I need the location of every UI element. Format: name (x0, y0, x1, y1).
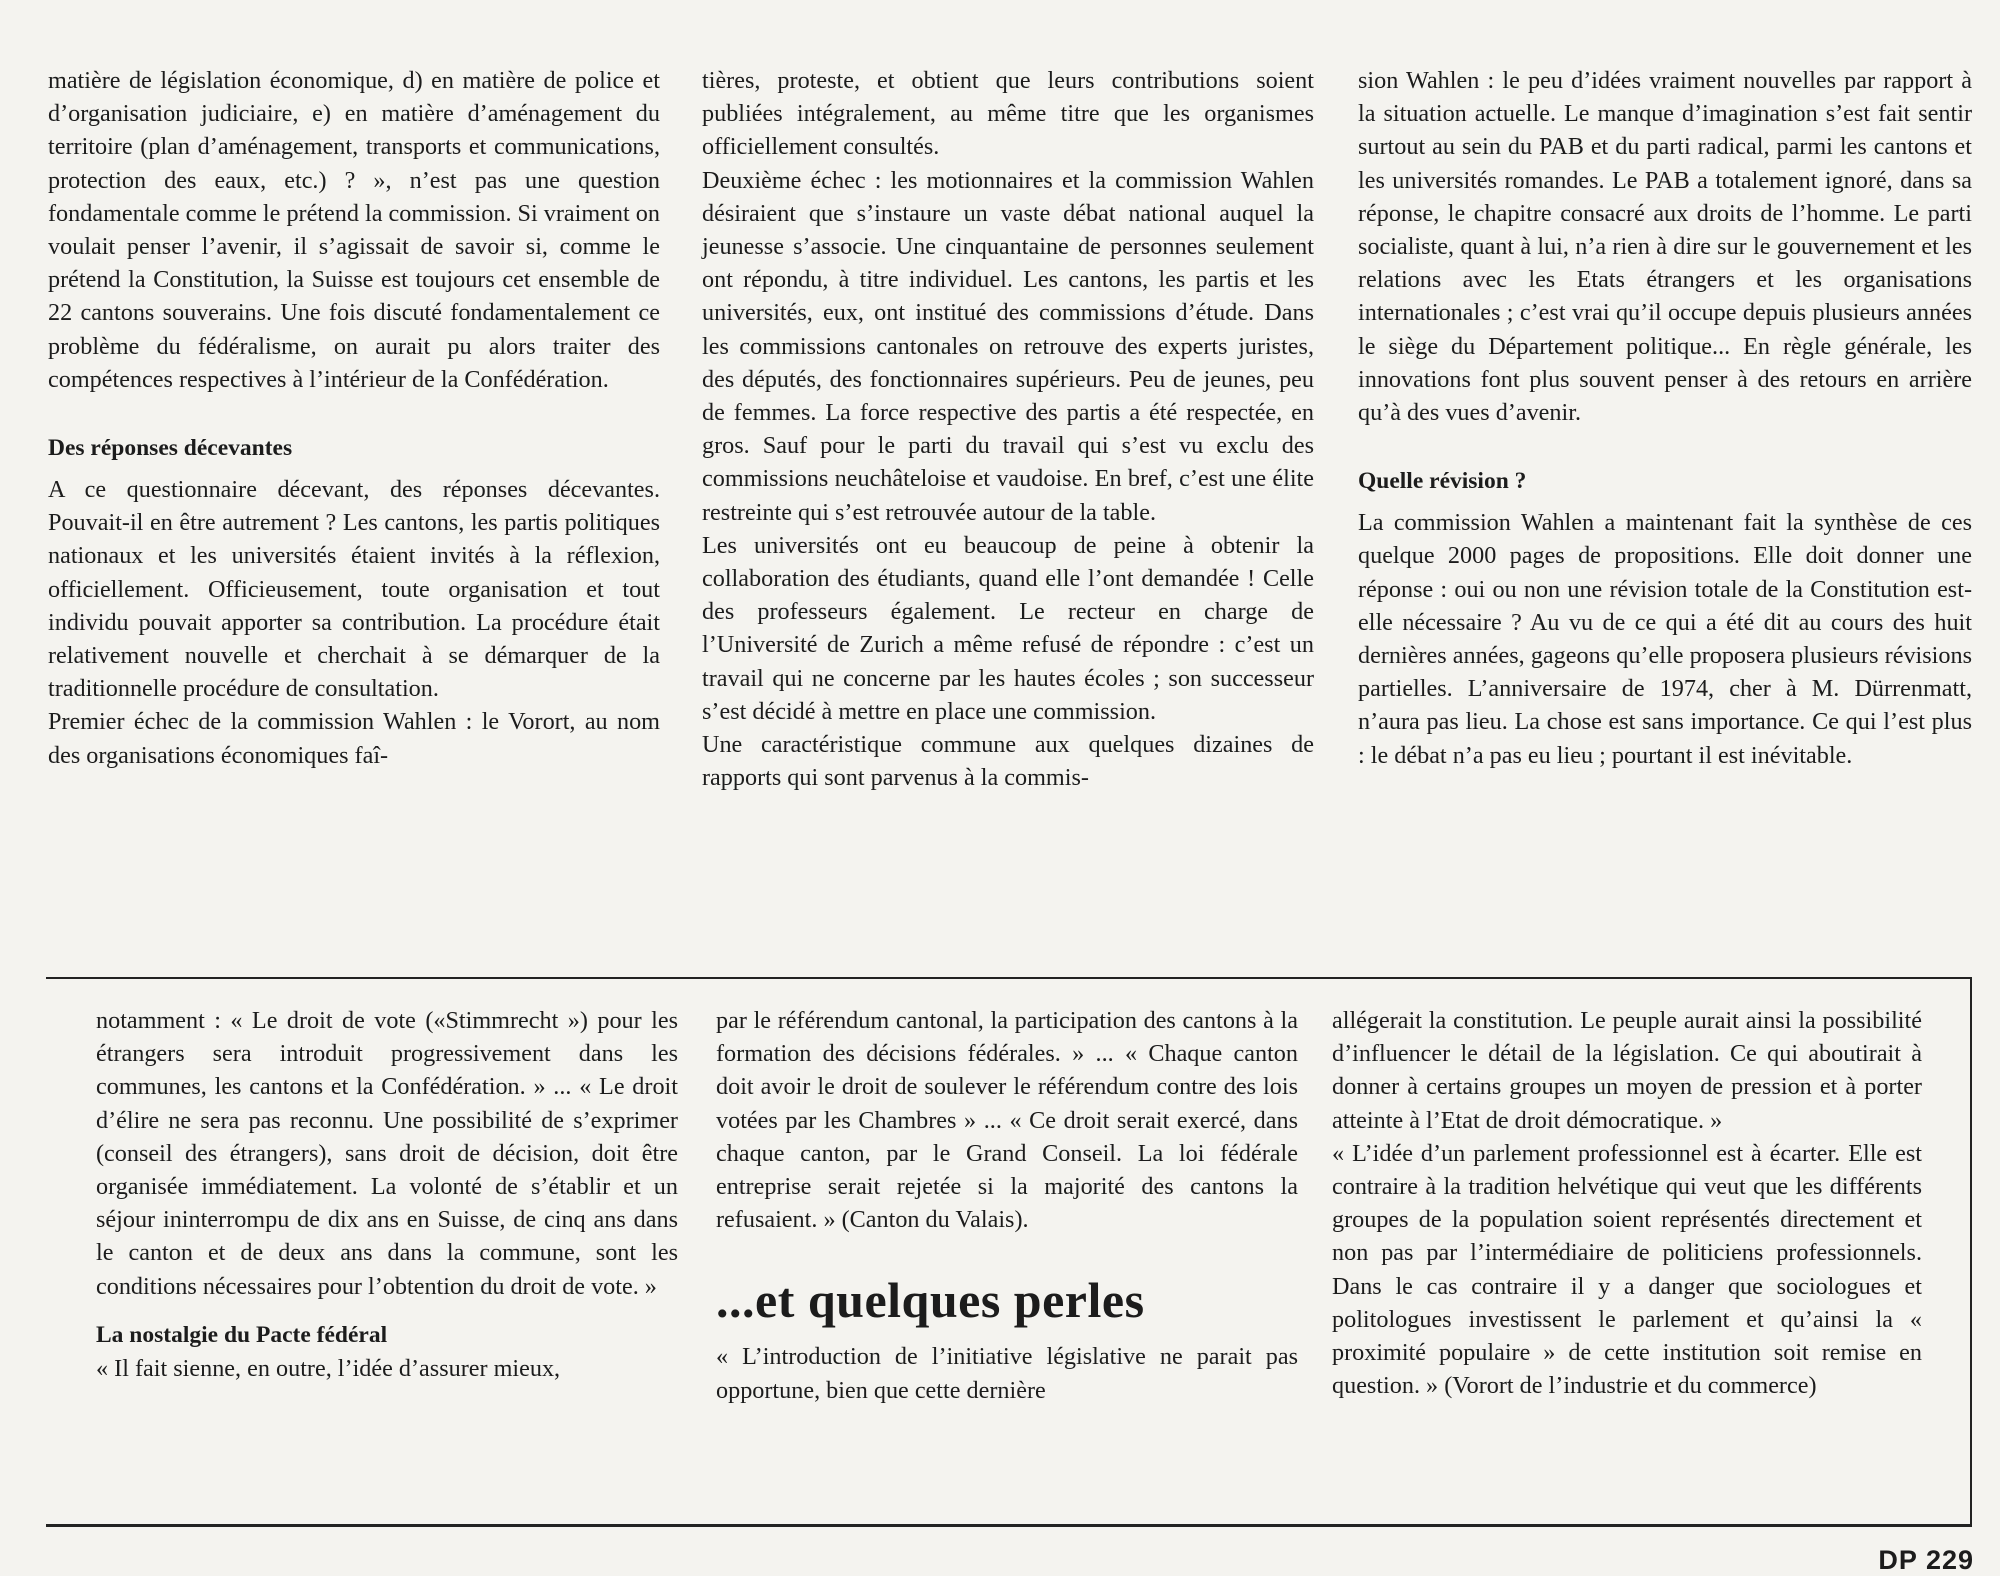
article-column-1 (48, 64, 660, 772)
paragraph: Une caractéristique commune aux quelques dizaines de rapports qui sont parvenus à la commis- (702, 731, 1314, 792)
box-column-1 (96, 1004, 678, 1385)
paragraph: « Il fait sienne, en outre, l’idée d’assurer mieux, (96, 1354, 561, 1382)
article-column-2 (702, 64, 1314, 794)
paragraph: Les universités ont eu beaucoup de peine à obtenir la collaboration des étudiants, quand elle l’ont demandée ! Celle des professeurs également. Le recteur en charge de l’Université de Zurich a même refusé de répondre : c’est un travail qui ne concerne par les hautes écoles ; son successeur s’est décidé à mettre en place une commission. (702, 531, 1314, 725)
section-heading: Des réponses décevantes (48, 435, 293, 462)
paragraph: allégerait la constitution. Le peuple aurait ainsi la possibilité d’influencer le détail de la législation. Ce qui aboutirait à donner à certains groupes un moyen de pression et à porter atteinte à l’Etat de droit démocratique. » (1332, 1007, 1922, 1134)
paragraph: A ce questionnaire décevant, des réponses décevantes. Pouvait-il en être autrement ? Les cantons, les partis politiques nationaux et les universités étaient invités à la réflexion, officiellement. Officieusement, toute organisation et tout individu pouvait apporter sa contribution. La procédure était relativement nouvelle et cherchait à se démarquer de la traditionnelle procédure de consultation. (48, 476, 660, 703)
paragraph: La commission Wahlen a maintenant fait la synthèse de ces quelque 2000 pages de propositions. Elle doit donner une réponse : oui ou non une révision totale de la Constitution est-elle nécessaire ? Au vu de ce qui a été dit au cours des huit dernières années, gageons qu’elle proposera plusieurs révisions partielles. L’anniversaire de 1974, cher à M. Dürrenmatt, n’aura pas lieu. La chose est sans importance. Ce qui l’est plus : le débat n’a pas eu lieu ; pourtant il est inévitable. (1358, 509, 1972, 769)
box-column-3 (1332, 1004, 1922, 1402)
article-column-3 (1358, 64, 1972, 772)
section-heading: Quelle révision ? (1358, 468, 1527, 495)
box-title: ...et quelques perles (716, 1272, 1145, 1329)
paragraph: par le référendum cantonal, la participation des cantons à la formation des décisions fédérales. » ... « Chaque canton doit avoir le droit de soulever le référendum contre des lois votées par les Chambres » ... « Ce droit serait exercé, dans chaque canton, par le Grand Conseil. La loi fédérale entreprise serait rejetée si la majorité des cantons la refusaient. » (Canton du Valais). (716, 1007, 1298, 1234)
box-column-2 (716, 1004, 1298, 1407)
paragraph: sion Wahlen : le peu d’idées vraiment nouvelles par rapport à la situation actuelle. Le manque d’imagination s’est fait sentir surtout au sein du PAB et du parti radical, parmi les cantons et les universités romandes. Le PAB a totalement ignoré, dans sa réponse, le chapitre consacré aux droits de l’homme. Le parti socialiste, quant à lui, n’a rien à dire sur le gouvernement et les relations avec les Etats étrangers et les organisations internationales ; c’est vrai qu’il occupe depuis plusieurs années le siège du Département politique... En règle générale, les innovations font plus souvent penser à des retours en arrière qu’à des vues d’avenir. (1358, 67, 1972, 427)
paragraph: « L’introduction de l’initiative législative ne parait pas opportune, bien que cette dernière (716, 1343, 1298, 1404)
paragraph: tières, proteste, et obtient que leurs contributions soient publiées intégralement, au même titre que les organismes officiellement consultés. (702, 67, 1314, 161)
page-code: DP 229 (1878, 1545, 1974, 1575)
paragraph: « L’idée d’un parlement professionnel est à écarter. Elle est contraire à la tradition helvétique qui veut que les différents groupes de la population soient représentés directement et non pas par l’intermédiaire de politiciens professionnels. Dans le cas contraire il y a danger que sociologues et politologues investissent le parlement et qu’ainsi la « proximité populaire » de cette institution soit remise en question. » (Vorort de l’industrie et du commerce) (1332, 1139, 1922, 1400)
paragraph: Premier échec de la commission Wahlen : le Vorort, au nom des organisations économiques faî- (48, 708, 660, 769)
paragraph: matière de législation économique, d) en matière de police et d’organisation judiciaire, e) en matière d’aménagement du territoire (plan d’aménagement, transports et communications, protection des eaux, etc.) ? », n’est pas une question fondamentale comme le prétend la commission. Si vraiment on voulait penser l’avenir, il s’agissait de savoir si, comme le prétend la Constitution, la Suisse est toujours cet ensemble de 22 cantons souverains. Une fois discuté fondamentalement ce problème du fédéralisme, on aurait pu alors traiter des compétences respectives à l’intérieur de la Confédération. (48, 67, 660, 393)
section-heading: La nostalgie du Pacte fédéral (96, 1321, 388, 1348)
paragraph: notamment : « Le droit de vote («Stimmrecht ») pour les étrangers sera introduit progressivement dans les communes, les cantons et la Confédération. » ... « Le droit d’élire ne sera pas reconnu. Une possibilité de s’exprimer (conseil des étrangers), sans droit de décision, doit être organisée immédiatement. La volonté de s’établir et un séjour ininterrompu de dix ans en Suisse, de cinq ans dans le canton et de deux ans dans la commune, sont les conditions nécessaires pour l’obtention du droit de vote. » (96, 1007, 678, 1300)
paragraph: Deuxième échec : les motionnaires et la commission Wahlen désiraient que s’instaure un vaste débat national auquel la jeunesse s’associe. Une cinquantaine de personnes seulement ont répondu, à titre individuel. Les cantons, les partis et les universités, eux, ont institué des commissions d’étude. Dans les commissions cantonales on retrouve des experts juristes, des députés, des fonctionnaires supérieurs. Peu de jeunes, peu de femmes. La force respective des partis a été respectée, en gros. Sauf pour le parti du travail qui s’est vu exclu des commissions neuchâteloise et vaudoise. En bref, c’est une élite restreinte qui s’est retrouvée autour de la table. (702, 166, 1314, 526)
